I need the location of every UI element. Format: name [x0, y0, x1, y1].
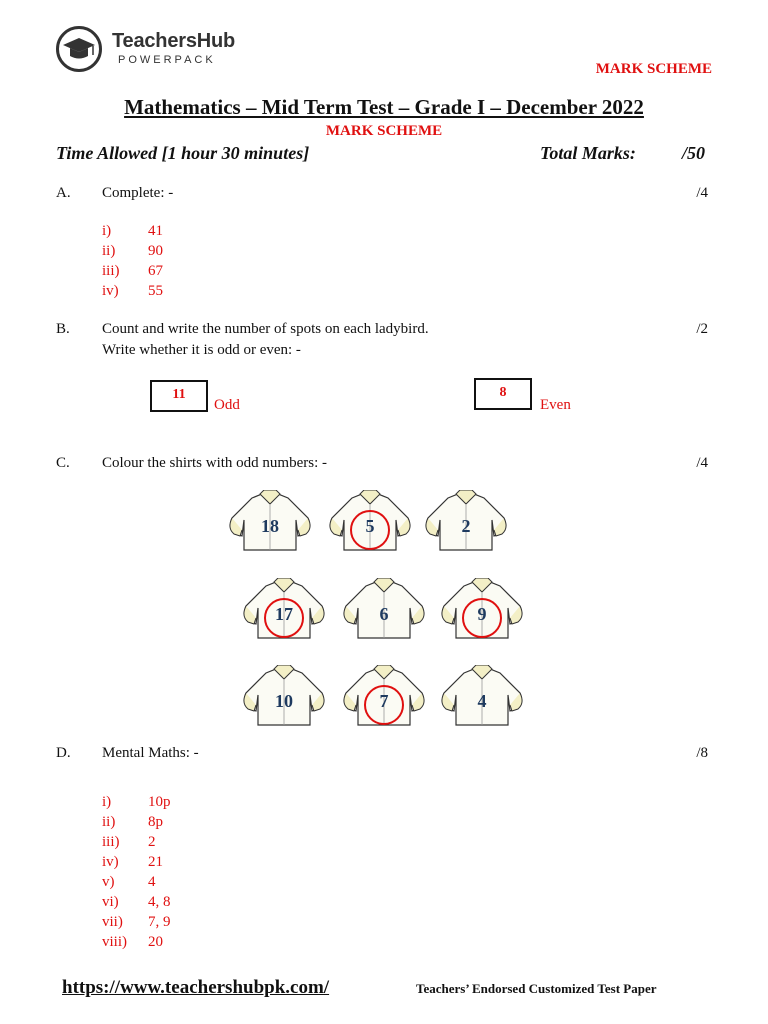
- page-title: Mathematics – Mid Term Test – Grade I – December 2022: [124, 95, 644, 119]
- shirt: [236, 578, 332, 642]
- list-item: [102, 812, 171, 832]
- shirt-number: 17: [275, 604, 293, 624]
- answer-number: iii): [102, 263, 120, 279]
- shirt: [322, 490, 418, 554]
- list-item: [102, 281, 163, 301]
- answer-value: 4, 8: [148, 894, 171, 910]
- answer-value: 90: [148, 243, 163, 259]
- section-letter: C.: [56, 455, 70, 471]
- shirt-number: 5: [365, 516, 375, 536]
- answer-box: 8: [474, 378, 532, 410]
- answer-list: [102, 792, 171, 952]
- list-item: [102, 932, 171, 952]
- graduation-cap-icon: [59, 29, 99, 69]
- answer-number: iii): [102, 834, 120, 850]
- answer-value: 10p: [148, 794, 171, 810]
- footer-website-link[interactable]: https://www.teachershubpk.com/: [62, 977, 330, 998]
- answer-number: i): [102, 223, 112, 239]
- answer-value: 41: [148, 223, 163, 239]
- shirt: [222, 490, 318, 554]
- shirt: [236, 665, 332, 729]
- answer-value: 55: [148, 283, 163, 299]
- shirt: [434, 665, 530, 729]
- section-question-line2: Write whether it is odd or even: -: [102, 342, 301, 358]
- shirt-number: 6: [379, 604, 389, 624]
- logo-name: TeachersHub: [112, 30, 236, 52]
- answer-value: 2: [148, 834, 156, 850]
- list-item: [102, 872, 171, 892]
- shirt: [418, 490, 514, 554]
- list-item: [102, 221, 163, 241]
- answer-value: 20: [148, 934, 163, 950]
- section-question: Colour the shirts with odd numbers: -: [102, 455, 327, 471]
- answer-box: 11: [150, 380, 208, 412]
- answer-value: 4: [148, 874, 156, 890]
- shirt-number: 9: [477, 604, 487, 624]
- list-item: [102, 261, 163, 281]
- section-question: Count and write the number of spots on each ladybird.: [102, 321, 429, 337]
- mark-scheme-label: MARK SCHEME: [595, 61, 712, 77]
- shirt-number: 10: [275, 691, 293, 711]
- list-item: [102, 912, 171, 932]
- answer-number: iv): [102, 854, 119, 870]
- section-question: Complete: -: [102, 185, 174, 201]
- section-letter: B.: [56, 321, 70, 337]
- section-marks: /4: [696, 455, 708, 471]
- list-item: [102, 852, 171, 872]
- answer-number: v): [102, 874, 115, 890]
- answer-box-label: Odd: [214, 397, 240, 413]
- list-item: [102, 792, 171, 812]
- answer-number: vi): [102, 894, 119, 910]
- list-item: [102, 241, 163, 261]
- shirt-number: 18: [261, 516, 279, 536]
- section-marks: /8: [696, 745, 708, 761]
- answer-value: 7, 9: [148, 914, 171, 930]
- teachershub-logo: [56, 26, 296, 82]
- answer-number: vii): [102, 914, 123, 930]
- section-marks: /4: [696, 185, 708, 201]
- section-marks: /2: [696, 321, 708, 337]
- logo-subtitle: POWERPACK: [118, 54, 216, 66]
- section-letter: A.: [56, 185, 71, 201]
- answer-value: 67: [148, 263, 163, 279]
- logo-circle: [56, 26, 102, 72]
- answer-list: [102, 221, 163, 301]
- answer-box-label: Even: [540, 397, 571, 413]
- answer-number: ii): [102, 243, 116, 259]
- footer-tagline: Teachers’ Endorsed Customized Test Paper: [416, 981, 657, 996]
- answer-number: i): [102, 794, 112, 810]
- answer-number: viii): [102, 934, 127, 950]
- list-item: [102, 892, 171, 912]
- list-item: [102, 832, 171, 852]
- shirt-number: 2: [461, 516, 471, 536]
- section-question: Mental Maths: -: [102, 745, 199, 761]
- total-marks-label: Total Marks:: [540, 143, 636, 163]
- answer-value: 8p: [148, 814, 163, 830]
- section-letter: D.: [56, 745, 71, 761]
- answer-number: ii): [102, 814, 116, 830]
- answer-value: 21: [148, 854, 163, 870]
- shirt: [336, 665, 432, 729]
- shirt: [336, 578, 432, 642]
- answer-number: iv): [102, 283, 119, 299]
- page-subtitle: MARK SCHEME: [325, 123, 443, 139]
- total-marks-value: /50: [682, 143, 706, 163]
- shirt: [434, 578, 530, 642]
- shirt-number: 7: [379, 691, 389, 711]
- shirt-number: 4: [477, 691, 487, 711]
- time-allowed: Time Allowed [1 hour 30 minutes]: [56, 143, 310, 163]
